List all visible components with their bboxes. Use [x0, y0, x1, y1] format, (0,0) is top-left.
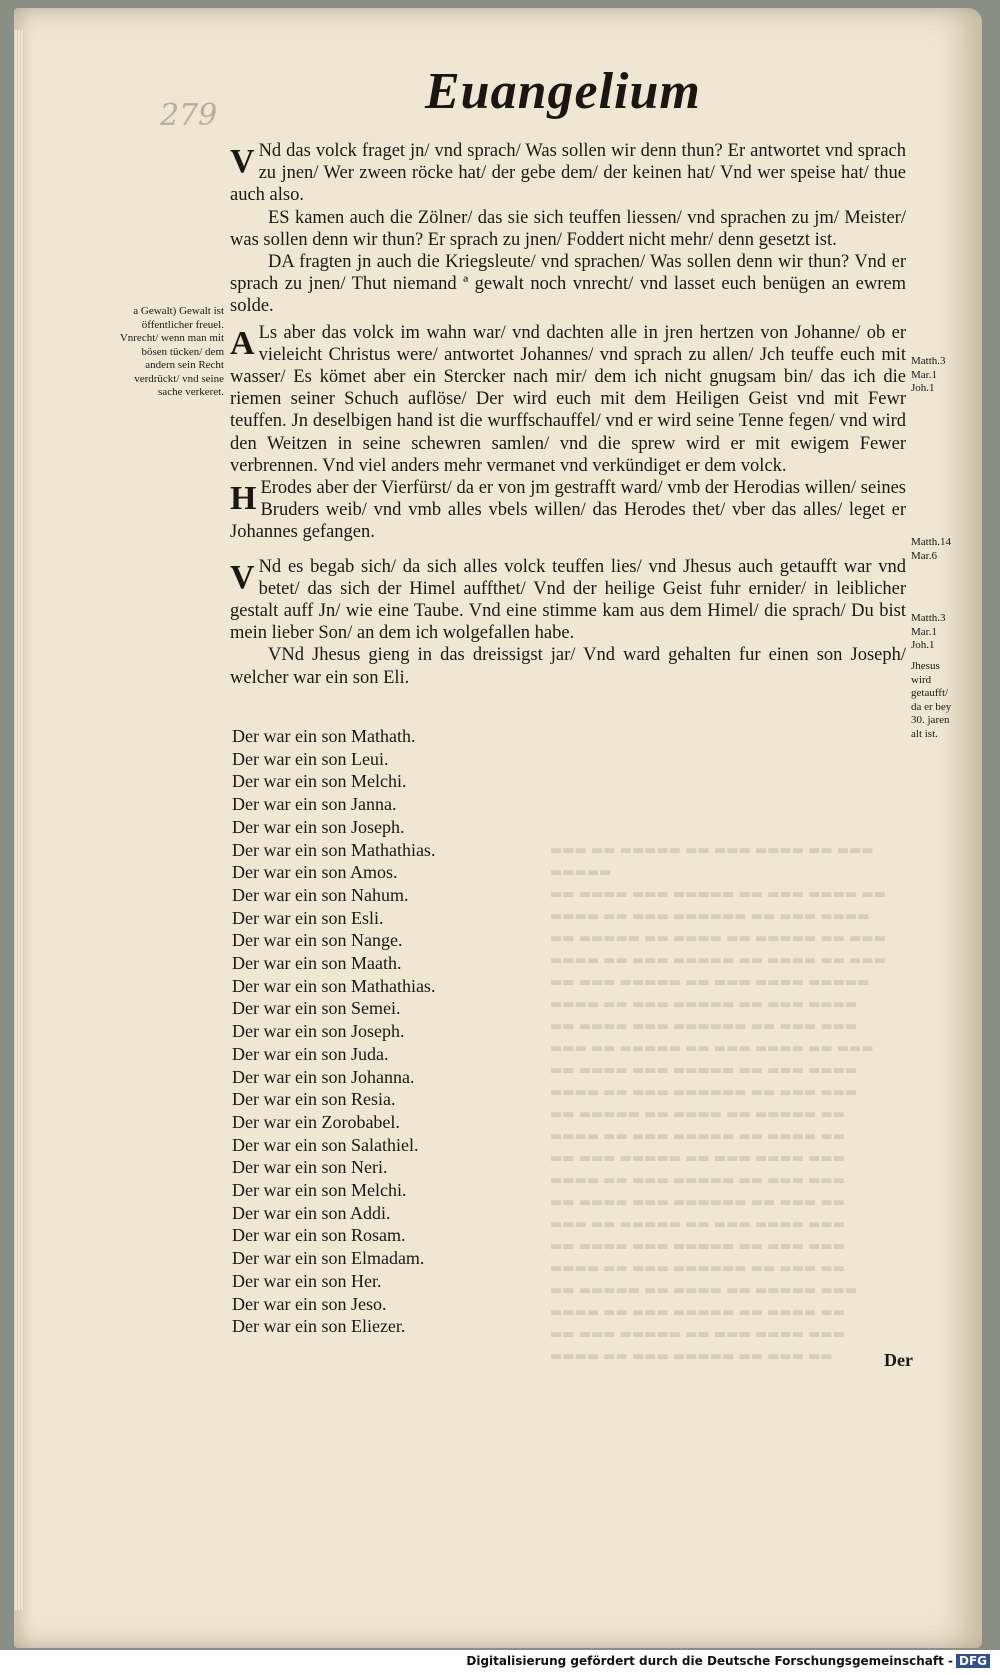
genealogy-line: Der war ein son Jeso. — [232, 1293, 387, 1314]
genealogy-line: Der war ein son Nange. — [232, 930, 403, 951]
dfg-logo: DFG — [956, 1654, 990, 1668]
paragraph-7 — [230, 644, 906, 688]
genealogy-line: Der war ein son Johanna. — [232, 1066, 415, 1087]
genealogy-list — [232, 725, 435, 1338]
paragraph-4 — [230, 322, 906, 477]
genealogy-line: Der war ein son Nahum. — [232, 884, 409, 905]
genealogy-line: Der war ein son Joseph. — [232, 816, 405, 837]
footer-credit — [466, 1654, 990, 1668]
genealogy-line: Der war ein son Addi. — [232, 1202, 391, 1223]
catchword: Der — [884, 1350, 913, 1370]
paragraph-text: Erodes aber der Vierfürst/ da er von jm gestrafft ward/ vmb der Herodias willen/ seines Bruders weib/ vnd vmb alles vbels willen/ das Herodes thet/ vber das alles/ leget er Johannes gefangen. — [230, 478, 906, 543]
initial-letter: V — [230, 558, 255, 596]
margin-reference-2: Matth.14 Mar.6 — [911, 536, 952, 562]
margin-gloss: a Gewalt) Gewalt ist öffentlicher freuel. Vnrecht/ wenn man mit bösen tücken/ dem andern sein Recht verdrückt/ vnd seine sache verkeret. — [119, 305, 224, 398]
genealogy-line: Der war ein son Her. — [232, 1270, 382, 1291]
genealogy-line: Der war ein son Maath. — [232, 953, 402, 974]
genealogy-line: Der war ein son Elmadam. — [232, 1248, 425, 1269]
genealogy-line: Der war ein son Mathath. — [232, 726, 416, 746]
genealogy-line: Der war ein son Eliezer. — [232, 1316, 406, 1337]
genealogy-line: Der war ein Zorobabel. — [232, 1111, 400, 1132]
paragraph-text: DA fragten jn auch die Kriegsleute/ vnd sprachen/ Was sollen denn wir thun? Vnd er sprach zu jnen/ Thut niemand ª gewalt noch vnrecht/ vnd lasset euch benügen an ewrem solde. — [230, 252, 906, 317]
genealogy-line: Der war ein son Juda. — [232, 1043, 389, 1064]
text-block — [230, 140, 906, 689]
margin-reference-4: Jhesus wird getaufft/ da er bey 30. jaren alt ist. — [911, 660, 952, 740]
paragraph-3 — [230, 251, 906, 318]
genealogy-line: Der war ein son Leui. — [232, 748, 389, 769]
paragraph-1 — [230, 140, 906, 207]
genealogy-line: Der war ein son Joseph. — [232, 1021, 405, 1042]
genealogy-line: Der war ein son Melchi. — [232, 771, 407, 792]
paragraph-text: Nd das volck fraget jn/ vnd sprach/ Was sollen wir denn thun? Er antwortet vnd sprach zu jnen/ Wer zween röcke hat/ der gebe dem/ der keinen hat/ Vnd wer speise hat/ thue auch also. — [230, 141, 906, 206]
genealogy-line: Der war ein son Amos. — [232, 862, 398, 883]
initial-letter: H — [230, 480, 257, 518]
genealogy-line: Der war ein son Resia. — [232, 1089, 396, 1110]
paragraph-6 — [230, 556, 906, 645]
paragraph-text: Nd es begab sich/ da sich alles volck teuffen lies/ vnd Jhesus auch getaufft war vnd betet/ das sich der Himel auffthet/ Vnd der heilige Geist fuhr ernider/ in leiblicher gestalt auff Jn/ wie eine Taube. Vnd eine stimme kam aus dem Himel/ die sprach/ Du bist mein lieber Son/ an dem ich wolgefallen habe. — [230, 556, 906, 644]
page-number: 279 — [160, 98, 218, 133]
genealogy-line: Der war ein son Semei. — [232, 998, 401, 1019]
page-edge — [14, 30, 24, 1610]
genealogy-line: Der war ein son Melchi. — [232, 1180, 407, 1201]
margin-reference-3: Matth.3 Mar.1 Joh.1 — [911, 612, 946, 651]
genealogy-line: Der war ein son Neri. — [232, 1157, 388, 1178]
footer-text: Digitalisierung gefördert durch die Deutsche Forschungsgemeinschaft - — [466, 1654, 953, 1668]
paragraph-text: Ls aber das volck im wahn war/ vnd dachten alle in jren hertzen von Johanne/ ob er vieleicht Christus were/ antwortet Johannes/ vnd sprach zu allen/ Jch teuffe euch mit wasser/ Es kömet aber ein Stercker nach mir/ dem ich nicht gnugsam bin/ das ich die riemen seiner Schuch auflöse/ Der wird euch mit dem Heiligen Geist vnd mit Fewr teuffen. Jn deselbigen hand ist die wurffschauffel/ vnd er wird seine Tenne fegen/ vnd wird den Weitzen in seine schewren samlen/ vnd die sprew wird er mit ewigem Fewer verbrennen. Vnd viel anders mehr vermanet vnd verkündiget er dem volck. — [230, 322, 906, 476]
paragraph-text: ES kamen auch die Zölner/ das sie sich teuffen liessen/ vnd sprachen zu jm/ Meister/ was sollen denn wir thun? Er sprach zu jnen/ Foddert nicht mehr/ denn gesetzt ist. — [230, 207, 906, 250]
genealogy-line: Der war ein son Rosam. — [232, 1225, 406, 1246]
initial-letter: A — [230, 324, 255, 362]
genealogy-line: Der war ein son Janna. — [232, 794, 397, 815]
paragraph-2 — [230, 207, 906, 251]
paragraph-5 — [230, 477, 906, 544]
genealogy-line: Der war ein son Esli. — [232, 907, 384, 928]
paragraph-text: VNd Jhesus gieng in das dreissigst jar/ Vnd ward gehalten fur einen son Joseph/ welcher war ein son Eli. — [230, 645, 906, 688]
page-title: Euangelium — [425, 63, 701, 120]
margin-reference-1: Matth.3 Mar.1 Joh.1 — [911, 355, 946, 394]
initial-letter: V — [230, 143, 255, 180]
genealogy-line: Der war ein son Mathathias. — [232, 975, 436, 996]
genealogy-line: Der war ein son Mathathias. — [232, 839, 436, 860]
bleed-through-text: ▬▬▬ ▬▬ ▬▬▬▬▬ ▬▬ ▬▬▬ ▬▬▬▬ ▬▬ ▬▬▬ ▬▬▬▬▬ ▬▬ ▬▬▬▬ ▬▬▬ ▬▬▬▬▬ ▬▬ ▬▬▬ ▬▬▬▬ ▬▬ ▬▬▬▬ ▬▬ ▬▬▬ ▬▬▬▬▬▬ ▬▬ ▬▬▬ ▬▬▬▬ ▬▬ ▬▬▬▬▬ ▬▬ ▬▬▬▬ ▬▬ ▬▬▬▬▬ ▬▬ ▬▬▬ ▬▬▬▬ ▬▬ ▬▬▬ ▬▬▬▬▬ ▬▬ ▬▬▬▬ ▬▬ ▬▬▬ ▬▬ ▬▬▬ ▬▬▬▬▬ ▬▬ ▬▬▬ ▬▬▬▬ ▬▬▬▬▬ ▬▬▬▬ ▬▬ ▬▬▬ ▬▬▬▬▬ ▬▬ ▬▬▬ ▬▬▬▬ ▬▬ ▬▬▬▬ ▬▬▬ ▬▬▬▬▬▬ ▬▬ ▬▬▬ ▬▬▬ ▬▬▬ ▬▬ ▬▬▬▬▬ ▬▬ ▬▬▬ ▬▬▬▬ ▬▬ ▬▬▬ ▬▬ ▬▬▬▬ ▬▬▬ ▬▬▬▬▬ ▬▬ ▬▬▬ ▬▬▬▬ ▬▬▬▬ ▬▬ ▬▬▬ ▬▬▬▬▬▬ ▬▬ ▬▬▬ ▬▬▬ ▬▬ ▬▬▬▬▬ ▬▬ ▬▬▬▬ ▬▬ ▬▬▬▬▬ ▬▬ ▬▬▬▬ ▬▬ ▬▬▬ ▬▬▬▬▬ ▬▬ ▬▬▬▬ ▬▬ ▬▬ ▬▬▬ ▬▬▬▬▬ ▬▬ ▬▬▬ ▬▬▬▬ ▬▬▬ ▬▬▬▬ ▬▬ ▬▬▬ ▬▬▬▬▬ ▬▬ ▬▬▬ ▬▬▬ ▬▬ ▬▬▬▬ ▬▬▬ ▬▬▬▬▬▬ ▬▬ ▬▬▬ ▬▬ ▬▬▬ ▬▬ ▬▬▬▬▬ ▬▬ ▬▬▬ ▬▬▬▬ ▬▬▬ ▬▬ ▬▬▬▬ ▬▬▬ ▬▬▬▬▬ ▬▬ ▬▬▬ ▬▬▬ ▬▬▬▬ ▬▬ ▬▬▬ ▬▬▬▬▬▬ ▬▬ ▬▬▬ ▬▬ ▬▬ ▬▬▬▬▬ ▬▬ ▬▬▬▬ ▬▬ ▬▬▬▬▬ ▬▬▬ ▬▬▬▬ ▬▬ ▬▬▬ ▬▬▬▬▬ ▬▬ ▬▬▬▬ ▬▬ ▬▬ ▬▬▬ ▬▬▬▬▬ ▬▬ ▬▬▬ ▬▬▬▬ ▬▬▬ ▬▬▬▬ ▬▬ ▬▬▬ ▬▬▬▬▬ ▬▬ ▬▬▬ ▬▬ — [550, 843, 886, 1364]
genealogy-line: Der war ein son Salathiel. — [232, 1134, 419, 1155]
